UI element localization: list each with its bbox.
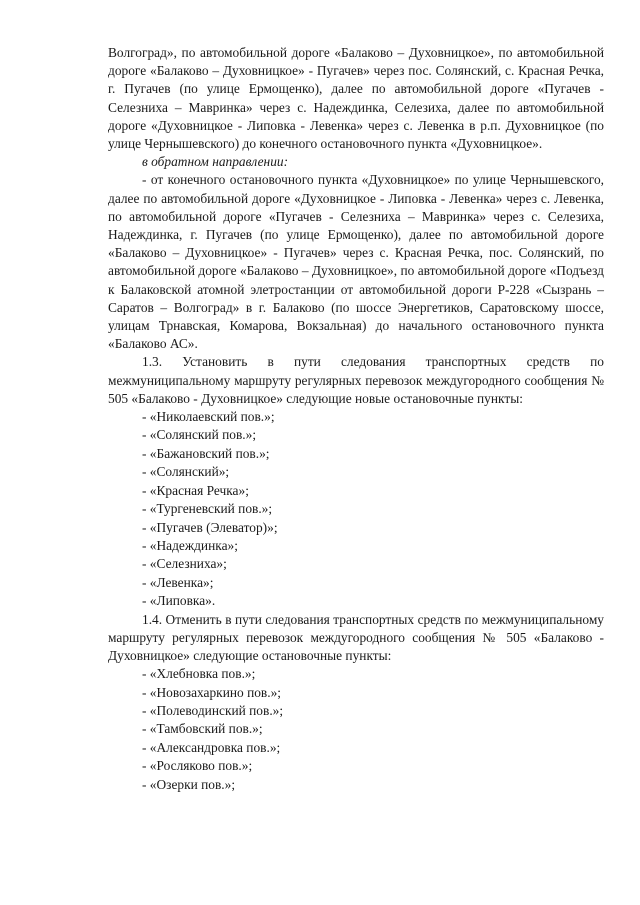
clause-1-4-paragraph: 1.4. Отменить в пути следования транспортных средств по межмуниципальному маршруту регулярных перевозок междугородного сообщения № 505 «Балаково - Духовницкое» следующие остановочные пункты: bbox=[108, 611, 604, 663]
list-item: - «Николаевский пов.»; bbox=[142, 409, 275, 425]
clause-1-3-paragraph: 1.3. Установить в пути следования транспортных средств по межмуниципальному маршруту регулярных перевозок междугородного сообщения № 505 «Балаково - Духовницкое» следующие новые остановочные пункты: bbox=[108, 354, 604, 406]
list-item: - «Солянский пов.»; bbox=[142, 427, 257, 443]
list-item: - «Тамбовский пов.»; bbox=[142, 721, 263, 737]
route-forward-paragraph: Волгоград», по автомобильной дороге «Балаково – Духовницкое», по автомобильной дороге «Балаково – Духовницкое» - Пугачев» через пос. Солянский, с. Красная Речка, г. Пугачев (по улице Ермощенко), далее по автомобильной дороге «Пугачев - Селезниха – Мавринка» через с. Надеждинка, Селезиха, далее по автомобильной дороге «Духовницкое - Липовка - Левенка» через с. Левенка в р.п. Духовницкое (по улице Чернышевского) до конечного остановочного пункта «Духовницкое». bbox=[108, 45, 604, 152]
reverse-direction-heading: в обратном направлении: bbox=[142, 154, 289, 170]
list-item: - «Красная Речка»; bbox=[142, 482, 249, 498]
list-item: - «Липовка». bbox=[142, 593, 216, 609]
list-item: - «Александровка пов.»; bbox=[142, 739, 281, 755]
list-item: - «Бажановский пов.»; bbox=[142, 445, 270, 461]
route-reverse-paragraph: - от конечного остановочного пункта «Духовницкое» по улице Чернышевского, далее по автомобильной дороге «Духовницкое - Липовка - Левенка» через с. Левенка, по автомобильной дороге «Пугачев - Селезниха – Мавринка» через с. Селезиха, Надеждинка, г. Пугачев (по улице Ермощенко), далее по автомобильной дороге «Балаково – Духовницкое» - Пугачев» через с. Красная Речка, пос. Солянский, по автомобильной дороге «Балаково – Духовницкое», по автомобильной дороге «Подъезд к Балаковской атомной элетростанции от автомобильной дороги Р-228 «Сызрань – Саратов – Волгоград» в г. Балаково (по шоссе Энергетиков, Саратовскому шоссе, улицам Трнавская, Комарова, Вокзальная) до начального остановочного пункта «Балаково АС». bbox=[108, 172, 604, 352]
list-item: - «Хлебновка пов.»; bbox=[142, 666, 256, 682]
list-item: - «Левенка»; bbox=[142, 574, 214, 590]
cancelled-stops-list bbox=[108, 665, 604, 794]
list-item: - «Пугачев (Элеватор)»; bbox=[142, 519, 278, 535]
list-item: - «Солянский»; bbox=[142, 464, 230, 480]
list-item: - «Росляково пов.»; bbox=[142, 758, 253, 774]
list-item: - «Полеводинский пов.»; bbox=[142, 702, 284, 718]
list-item: - «Озерки пов.»; bbox=[142, 776, 236, 792]
list-item: - «Селезниха»; bbox=[142, 556, 227, 572]
new-stops-list bbox=[108, 408, 604, 610]
list-item: - «Надеждинка»; bbox=[142, 537, 238, 553]
list-item: - «Новозахаркино пов.»; bbox=[142, 684, 282, 700]
list-item: - «Тургеневский пов.»; bbox=[142, 501, 273, 517]
